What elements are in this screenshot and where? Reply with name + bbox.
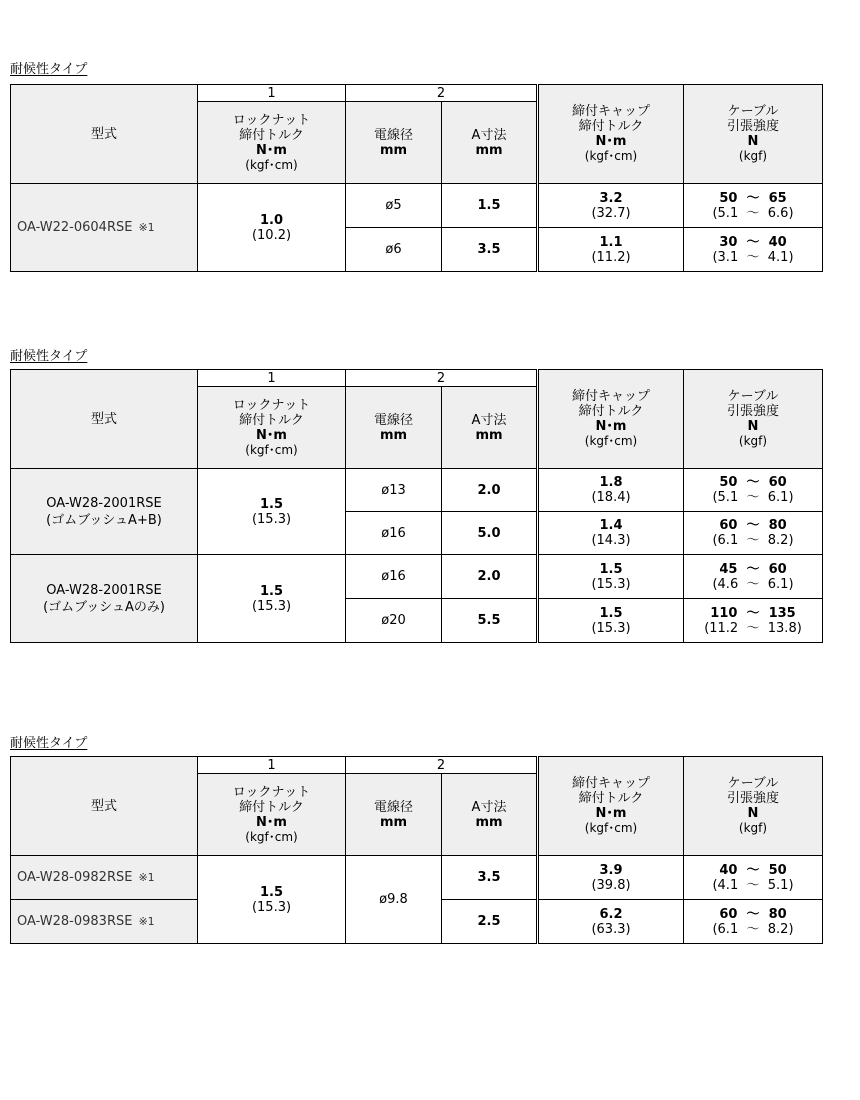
tilde: ～ xyxy=(746,921,760,937)
n-min: 45 xyxy=(719,561,738,577)
cable-strength-cell xyxy=(684,599,823,643)
locknut-torque-kgf: (15.3) xyxy=(251,511,292,527)
wire-dia-cell: ø16 xyxy=(346,555,442,599)
n-min: 50 xyxy=(719,190,738,206)
kgf-max: 8.2) xyxy=(767,533,794,548)
locknut-torque-kgf: (15.3) xyxy=(251,899,292,915)
header-unit-kgf: (kgf･cm) xyxy=(245,157,298,172)
header-locknut-torque xyxy=(198,387,346,469)
header-label: 締付トルク xyxy=(578,119,644,134)
tilde: ～ xyxy=(746,561,760,577)
header-unit-kgf: (kgf･cm) xyxy=(245,442,298,457)
header-unit: mm xyxy=(475,427,503,443)
model-name: OA-W28-2001RSE xyxy=(46,582,162,598)
cap-torque-kgf: (63.3) xyxy=(591,921,631,937)
header-wire-dia xyxy=(346,102,442,184)
model-name: OA-W22-0604RSE xyxy=(17,220,133,235)
header-a-dim xyxy=(442,102,538,184)
header-locknut-torque xyxy=(198,102,346,184)
model-name: OA-W28-0982RSE xyxy=(17,870,133,885)
cable-strength-n xyxy=(684,863,822,878)
n-max: 50 xyxy=(768,862,787,878)
header-label: ロックナット xyxy=(232,397,311,413)
header-unit-kgf: (kgf) xyxy=(738,821,768,835)
kgf-max: 5.1) xyxy=(767,877,794,893)
tilde: ～ xyxy=(746,576,760,592)
header-label: 締付トルク xyxy=(239,799,304,815)
header-model: 型式 xyxy=(11,757,198,856)
model-sub: (ゴムブッシュA+B) xyxy=(46,512,162,528)
header-label: A寸法 xyxy=(471,127,507,143)
cable-strength-cell xyxy=(684,184,823,228)
table-row xyxy=(11,184,823,228)
n-max: 60 xyxy=(768,561,787,577)
cap-torque-value: 1.5 xyxy=(599,561,623,577)
locknut-torque-value: 1.5 xyxy=(259,583,284,599)
cable-strength-kgf xyxy=(684,621,822,636)
a-dim-cell: 2.0 xyxy=(442,469,538,512)
header-cable-strength xyxy=(684,370,823,469)
cable-strength-n xyxy=(684,191,822,206)
header-label: 締付トルク xyxy=(578,404,644,419)
tilde: ～ xyxy=(746,475,760,490)
kgf-min: (5.1 xyxy=(712,490,739,505)
header-label: A寸法 xyxy=(471,799,507,815)
model-cell xyxy=(11,900,198,944)
kgf-max: 6.1) xyxy=(767,490,794,505)
cap-torque-value: 3.2 xyxy=(599,190,623,206)
kgf-max: 8.2) xyxy=(767,921,794,937)
header-unit-kgf: (kgf) xyxy=(738,149,768,163)
kgf-max: 6.1) xyxy=(767,576,794,592)
section-caption: 耐候性タイプ xyxy=(10,62,88,77)
header-unit: N･m xyxy=(256,427,287,443)
header-group-1: 1 xyxy=(198,85,346,102)
model-cell xyxy=(11,469,198,555)
cable-strength-kgf xyxy=(684,206,822,221)
a-dim-cell: 5.5 xyxy=(442,599,538,643)
header-cap-torque xyxy=(538,370,684,469)
tilde: ～ xyxy=(746,234,760,250)
locknut-torque-kgf: (10.2) xyxy=(251,227,292,243)
cap-torque-kgf: (11.2) xyxy=(591,249,631,265)
locknut-torque-cell xyxy=(198,856,346,944)
header-label: 締付トルク xyxy=(239,412,304,428)
a-dim-cell: 2.0 xyxy=(442,555,538,599)
header-a-dim xyxy=(442,387,538,469)
header-label: 締付キャップ xyxy=(571,389,650,404)
cap-torque-value: 6.2 xyxy=(599,906,623,922)
header-label: 引張強度 xyxy=(726,119,779,134)
n-min: 40 xyxy=(719,862,738,878)
header-unit: N･m xyxy=(256,814,287,830)
n-min: 60 xyxy=(719,906,738,922)
cable-strength-kgf xyxy=(684,490,822,505)
model-name: OA-W28-2001RSE xyxy=(46,495,162,511)
model-cell xyxy=(11,856,198,900)
kgf-max: 6.6) xyxy=(767,205,794,221)
cap-torque-cell xyxy=(538,469,684,512)
section-caption: 耐候性タイプ xyxy=(10,349,88,364)
header-label: 締付キャップ xyxy=(571,776,650,791)
cable-strength-n xyxy=(684,907,822,922)
a-dim-cell: 5.0 xyxy=(442,512,538,555)
n-min: 110 xyxy=(710,605,738,621)
cap-torque-cell xyxy=(538,856,684,900)
model-cell xyxy=(11,555,198,643)
cable-strength-kgf xyxy=(684,250,822,265)
locknut-torque-value: 1.0 xyxy=(259,212,284,228)
header-label: 締付キャップ xyxy=(571,104,650,119)
header-label: 締付トルク xyxy=(239,127,304,143)
tilde: ～ xyxy=(746,605,760,621)
cap-torque-cell xyxy=(538,512,684,555)
spec-table-2 xyxy=(10,369,823,643)
header-label: ケーブル xyxy=(727,389,779,404)
cap-torque-value: 1.8 xyxy=(599,475,623,490)
header-unit-kgf: (kgf･cm) xyxy=(584,821,638,835)
wire-dia-cell: ø20 xyxy=(346,599,442,643)
header-label: ロックナット xyxy=(232,784,311,800)
model-note: ※1 xyxy=(138,915,155,928)
a-dim-cell: 2.5 xyxy=(442,900,538,944)
tilde: ～ xyxy=(746,620,760,636)
header-wire-dia xyxy=(346,774,442,856)
wire-dia-cell: ø6 xyxy=(346,228,442,272)
header-label: 電線径 xyxy=(373,799,413,815)
header-unit: N･m xyxy=(595,134,627,149)
cable-strength-cell xyxy=(684,469,823,512)
cable-strength-n xyxy=(684,235,822,250)
cap-torque-value: 3.9 xyxy=(599,862,623,878)
header-label: 締付トルク xyxy=(578,791,644,806)
model-note: ※1 xyxy=(138,871,155,884)
cap-torque-kgf: (18.4) xyxy=(591,490,631,505)
header-unit: N xyxy=(747,419,759,434)
cap-torque-kgf: (14.3) xyxy=(591,533,631,548)
header-group-2: 2 xyxy=(346,370,538,387)
n-max: 65 xyxy=(768,190,787,206)
model-sub: (ゴムブッシュAのみ) xyxy=(43,599,165,615)
header-unit: N xyxy=(747,806,759,821)
header-cable-strength xyxy=(684,85,823,184)
tilde: ～ xyxy=(746,906,760,922)
tilde: ～ xyxy=(746,877,760,893)
model-name: OA-W28-0983RSE xyxy=(17,914,133,929)
header-model: 型式 xyxy=(11,85,198,184)
header-label: 引張強度 xyxy=(726,404,779,419)
spec-table-3 xyxy=(10,756,823,944)
tilde: ～ xyxy=(746,518,760,533)
locknut-torque-kgf: (15.3) xyxy=(251,598,292,614)
cap-torque-value: 1.1 xyxy=(599,234,623,250)
tilde: ～ xyxy=(746,490,760,505)
kgf-min: (11.2 xyxy=(704,620,739,636)
cap-torque-kgf: (32.7) xyxy=(591,205,631,221)
cable-strength-cell xyxy=(684,856,823,900)
n-max: 80 xyxy=(768,518,787,533)
kgf-min: (3.1 xyxy=(712,249,739,265)
model-cell xyxy=(11,184,198,272)
wire-dia-cell: ø5 xyxy=(346,184,442,228)
tilde: ～ xyxy=(746,249,760,265)
header-label: ケーブル xyxy=(727,776,779,791)
header-cap-torque xyxy=(538,85,684,184)
cable-strength-cell xyxy=(684,512,823,555)
header-group-2: 2 xyxy=(346,85,538,102)
header-unit: mm xyxy=(379,814,408,830)
header-cable-strength xyxy=(684,757,823,856)
cable-strength-n xyxy=(684,518,822,533)
header-unit-kgf: (kgf･cm) xyxy=(584,149,638,163)
header-unit: N･m xyxy=(595,419,627,434)
n-max: 40 xyxy=(768,234,787,250)
header-unit-kgf: (kgf) xyxy=(738,434,768,448)
tilde: ～ xyxy=(746,190,760,206)
cap-torque-cell xyxy=(538,900,684,944)
header-label: ケーブル xyxy=(727,104,779,119)
locknut-torque-value: 1.5 xyxy=(259,496,284,512)
section-caption: 耐候性タイプ xyxy=(10,736,88,751)
cable-strength-kgf xyxy=(684,922,822,937)
header-unit: N･m xyxy=(256,142,287,158)
kgf-max: 13.8) xyxy=(767,620,802,636)
model-note: ※1 xyxy=(138,221,155,234)
cap-torque-cell xyxy=(538,599,684,643)
cable-strength-n xyxy=(684,606,822,621)
header-unit-kgf: (kgf･cm) xyxy=(245,829,298,844)
header-label: ロックナット xyxy=(232,112,311,128)
cap-torque-value: 1.4 xyxy=(599,518,623,533)
cap-torque-cell xyxy=(538,184,684,228)
a-dim-cell: 3.5 xyxy=(442,228,538,272)
header-unit: mm xyxy=(379,427,408,443)
locknut-torque-cell xyxy=(198,555,346,643)
header-cap-torque xyxy=(538,757,684,856)
header-group-1: 1 xyxy=(198,757,346,774)
cable-strength-kgf xyxy=(684,878,822,893)
cap-torque-cell xyxy=(538,555,684,599)
header-label: 引張強度 xyxy=(726,791,779,806)
header-label: A寸法 xyxy=(471,412,507,428)
table-row xyxy=(11,469,823,512)
a-dim-cell: 3.5 xyxy=(442,856,538,900)
cap-torque-value: 1.5 xyxy=(599,605,623,621)
a-dim-cell: 1.5 xyxy=(442,184,538,228)
header-group-1: 1 xyxy=(198,370,346,387)
cable-strength-kgf xyxy=(684,577,822,592)
header-unit: mm xyxy=(379,142,408,158)
header-label: 電線径 xyxy=(373,412,413,428)
header-unit-kgf: (kgf･cm) xyxy=(584,434,638,448)
kgf-min: (6.1 xyxy=(712,921,739,937)
kgf-min: (5.1 xyxy=(712,205,739,221)
n-min: 60 xyxy=(719,518,738,533)
cable-strength-cell xyxy=(684,900,823,944)
n-max: 60 xyxy=(768,475,787,490)
header-a-dim xyxy=(442,774,538,856)
tilde: ～ xyxy=(746,533,760,548)
cable-strength-cell xyxy=(684,555,823,599)
header-locknut-torque xyxy=(198,774,346,856)
cable-strength-kgf xyxy=(684,533,822,548)
wire-dia-cell: ø9.8 xyxy=(346,856,442,944)
kgf-min: (4.1 xyxy=(712,877,739,893)
table-row xyxy=(11,856,823,900)
header-unit: mm xyxy=(475,814,503,830)
kgf-max: 4.1) xyxy=(767,249,794,265)
cap-torque-kgf: (39.8) xyxy=(591,877,631,893)
cable-strength-cell xyxy=(684,228,823,272)
header-unit: N･m xyxy=(595,806,627,821)
kgf-min: (6.1 xyxy=(712,533,739,548)
cap-torque-kgf: (15.3) xyxy=(591,620,631,636)
cable-strength-n xyxy=(684,475,822,490)
n-max: 80 xyxy=(768,906,787,922)
locknut-torque-value: 1.5 xyxy=(259,884,284,900)
table-row xyxy=(11,555,823,599)
header-wire-dia xyxy=(346,387,442,469)
cap-torque-kgf: (15.3) xyxy=(591,576,631,592)
header-model: 型式 xyxy=(11,370,198,469)
wire-dia-cell: ø16 xyxy=(346,512,442,555)
locknut-torque-cell xyxy=(198,469,346,555)
cap-torque-cell xyxy=(538,228,684,272)
tilde: ～ xyxy=(746,862,760,878)
n-max: 135 xyxy=(768,605,796,621)
locknut-torque-cell xyxy=(198,184,346,272)
header-label: 電線径 xyxy=(373,127,413,143)
tilde: ～ xyxy=(746,205,760,221)
n-min: 30 xyxy=(719,234,738,250)
wire-dia-cell: ø13 xyxy=(346,469,442,512)
header-unit: mm xyxy=(475,142,503,158)
kgf-min: (4.6 xyxy=(712,576,739,592)
spec-table-1 xyxy=(10,84,823,272)
header-unit: N xyxy=(747,134,759,149)
cable-strength-n xyxy=(684,562,822,577)
header-group-2: 2 xyxy=(346,757,538,774)
n-min: 50 xyxy=(719,475,738,490)
